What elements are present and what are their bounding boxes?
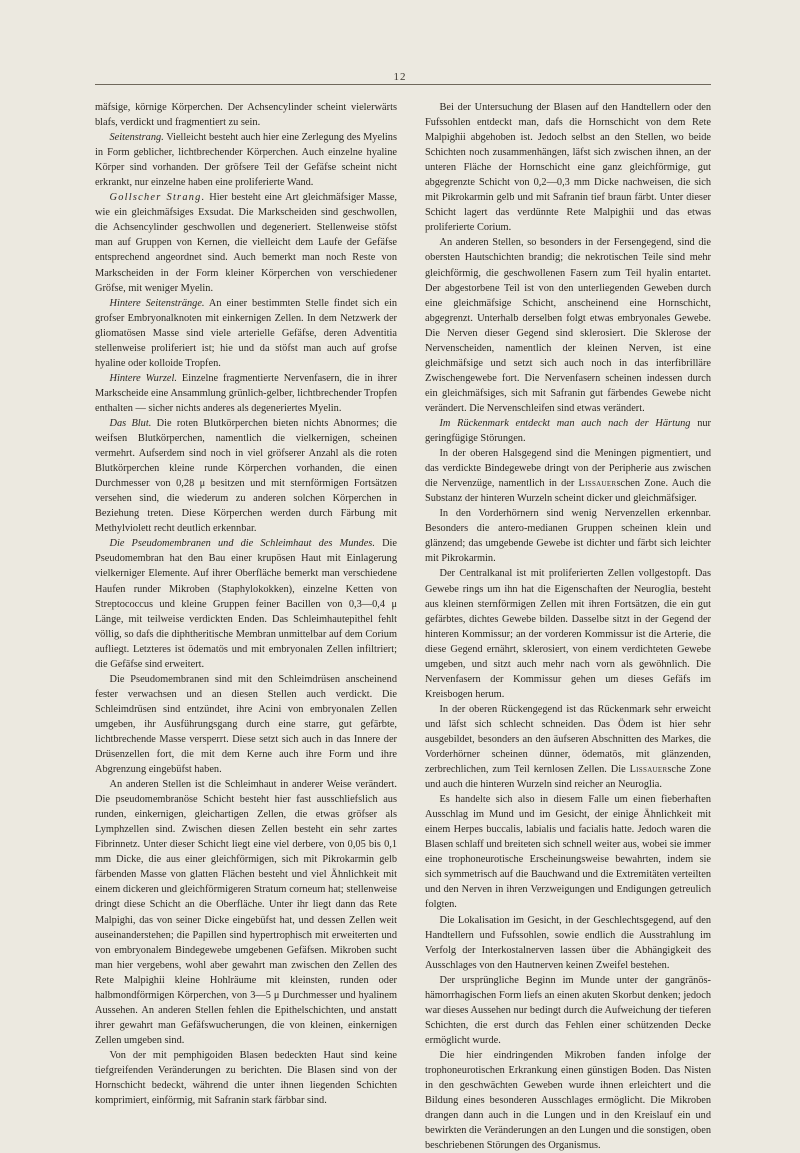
small-caps-name: Lissauer <box>578 478 617 490</box>
paragraph-text: In den Vorderhörnern sind wenig Nervenzellen erkennbar. Besonders die antero-medianen Gruppen scheinen klein und glänzend; das umgebende Gewebe ist dichter und färbt sich leichter mit Pikrokarmin. <box>425 508 711 565</box>
paragraph <box>95 296 397 371</box>
paragraph <box>425 100 711 235</box>
section-heading: Hintere Seitenstränge. <box>109 297 205 309</box>
section-heading: Im Rückenmark entdeckt man auch nach der Härtung <box>439 417 691 429</box>
paragraph <box>425 973 711 1048</box>
paragraph <box>425 446 711 506</box>
paragraph-text: In der oberen Halsgegend sind die Meningen pigmentiert, und das verdickte Bindegewebe dringt von der Peripherie aus zwischen die Nervenzüge, namentlich in der Lissauerschen Zone. Auch die Substanz der hinteren Wurzeln scheint dicker und gleichmäfsiger. <box>425 448 711 505</box>
header-rule <box>95 84 711 85</box>
left-column <box>95 100 397 1108</box>
paragraph <box>425 416 711 446</box>
section-heading: Seitenstrang. <box>109 132 164 144</box>
paragraph <box>95 1048 397 1108</box>
paragraph-text: An anderen Stellen ist die Schleimhaut in anderer Weise verändert. Die pseudomembranöse Schicht besteht hier fast ausschliefslich aus runden, einkernigen, gleichartigen Zellen, die etwas gröfser als Lymphzellen sind. Zwischen diesen Zellen besteht ein sehr zartes Fibrinnetz. Unter dieser Schicht liegt eine viel derbere, von 0,05 bis 0,1 mm Dicke, die aus einer gleichförmigen, sich mit Pikrokarmin gelb färbenden Masse von glatten Flächen besteht und viel Ähnlichkeit mit einem dickeren und gleichförmigeren Stratum corneum hat; stellenweise dringt diese Schicht an die Oberfläche. Unter ihr liegt dann das Rete Malpighi, das von seiner Dicke eingebüfst hat, und dessen Zellen weit auseinanderstehen; die Papillen sind hypertrophisch mit erweiterten und von embryonalem Bindegewebe umgebenen Gefäfsen. Mikroben sucht man hier vergebens, wohl aber gewahrt man zwischen den Zellen des Rete Malpighii kleine Hohlräume mit kleinsten, runden oder halbmondförmigen Körperchen, von 3—5 μ Durchmesser und hyalinem Aussehen. An anderen Stellen fehlen die Epithelschichten, und anstatt ihrer gewahrt man Gefäfswucherungen, die von kleinen, einkernigen Zellen umgeben sind. <box>95 779 397 1046</box>
right-column <box>425 100 711 1153</box>
paragraph-text: Die roten Blutkörperchen bieten nichts Abnormes; die weifsen Blutkörperchen, namentlich die vielkernigen, scheinen vermehrt. Aufserdem sind noch in viel gröfserer Anzahl als die roten Blutkörperchen kleine runde Körperchen vorhanden, die einen Durchmesser von 0,28 μ besitzen und mit sternförmigen Fortsätzen versehen sind, die wiederum zu anderen solchen Körperchen in Beziehung treten. Diese Körperchen werden durch Färbung mit Methylviolett recht deutlich erkennbar. <box>95 417 398 535</box>
paragraph <box>95 777 397 1048</box>
paragraph-text: Bei der Untersuchung der Blasen auf den Handtellern oder den Fufssohlen entdeckt man, dafs die Hornschicht von dem Rete Malpighii abgehoben ist. Jedoch selbst an den Stellen, wo beide Schichten noch zusammenhängen, läfst sich zwischen ihnen, an der unteren Fläche der Hornschicht eine ganz gleichförmige, gut abgegrenzte Schicht von 0,2—0,3 mm Dicke nachweisen, die sich mit Pikrokarmin gelb und mit Safranin tief braun färbt. Unter dieser Schicht lagert das verdünnte Rete Malpighii und das etwas proliferierte Corium. <box>425 102 711 234</box>
page-number: 12 <box>393 71 407 83</box>
paragraph <box>95 672 397 777</box>
paragraph-text: Von der mit pemphigoiden Blasen bedeckten Haut sind keine tiefgreifenden Veränderungen zu berichten. Die Blasen sind von der Hornschicht bedeckt, während die unter ihnen liegenden Schichten komprimiert, einförmig, mit Safranin stark färbbar sind. <box>95 1049 397 1107</box>
paragraph-text: Einzelne fragmentierte Nervenfasern, die in ihrer Markscheide eine Ansammlung grünlich-gelber, lichtbrechender Tropfen enthalten — sicher nichts anderes als degeneriertes Myelin. <box>95 372 398 414</box>
paragraph-text: Die hier eindringenden Mikroben fanden infolge der trophoneurotischen Erkrankung einen günstigen Boden. Das Nisten in den geschwächten Geweben wurde ihnen erleichtert und die Bildung eines besonderen Ausschlages ermöglicht. Die Mikroben drangen dann auch in die Lungen und in den Kreislauf ein und bewirkten die Veränderungen an den Lungen und die sonstigen, oben beschriebenen Störungen des Organismus. <box>425 1049 711 1152</box>
paragraph-text: Die Lokalisation im Gesicht, in der Geschlechtsgegend, auf den Handtellern und Fufssohlen, sowie endlich die Ausstrahlung im Verfolg der Interkostalnerven lassen über die Abhängigkeit des Ausschlages von den Hautnerven keinen Zweifel bestehen. <box>425 914 711 971</box>
paragraph <box>95 371 397 416</box>
paragraph-text: Der Centralkanal ist mit proliferierten Zellen vollgestopft. Das Gewebe rings um ihn hat die Eigenschaften der Neuroglia, besteht aus kleinen sternförmigen Zellen mit ihren Fortsätzen, die ein gut gefärbtes, dichtes Gewebe bilden. Dasselbe sitzt in der Gegend der hinteren Kommissur; an der vorderen Kommissur ist die Arterie, die diese Gegend ernährt, sklerosiert, von einem verdichteten Gewebe umgeben, und sitzt auch mehr nach vorn als gewöhnlich. Die Nervenfasern der Kommissur gehen um dieses Gefäfs im Kreisbogen herum. <box>425 568 711 700</box>
section-heading: Das Blut. <box>109 417 152 429</box>
paragraph-text: Die Pseudomembran hat den Bau einer krupösen Haut mit Einlagerung vielkerniger Elemente. Auf ihrer Oberfläche bemerkt man verschiedene Haufen runder Mikroben (Staphylokokken), einzelne Ketten von Streptococcus und kleine Gruppen feiner Bacillen von 0,3—0,4 μ Länge, mit teilweise verdickten Enden. Das Schleimhautepithel fehlt völlig, so dafs die diphtheritische Membran unmittelbar auf dem Corium aufliegt. Letzteres ist ödematös und mit embryonalen Zellen infiltriert; die Gefäfse sind erweitert. <box>95 538 397 670</box>
paragraph <box>425 792 711 912</box>
paragraph <box>425 702 711 792</box>
paragraph <box>95 190 397 295</box>
small-caps-name: Lissauer <box>629 764 668 776</box>
paragraph <box>95 130 397 190</box>
section-heading: Die Pseudomembranen und die Schleimhaut des Mundes. <box>109 538 375 550</box>
section-heading: Gollscher Strang. <box>109 192 206 204</box>
paragraph-text: Es handelte sich also in diesem Falle um einen fieberhaften Ausschlag im Mund und im Gesicht, der einige Ähnlichkeit mit einem Herpes buccalis, labialis und facialis hatte. Jedoch waren die Blasen schlaff und breiteten sich schnell weiter aus, wobei sie immer eine trophoneurotische Erscheinungsweise bewahrten, indem sie sich symmetrisch auf die Bauchwand und die Extremitäten verteilten und den Nerven in ihren Verzweigungen und Endigungen getreulich folgten. <box>425 794 711 911</box>
paragraph <box>425 1048 711 1153</box>
paragraph <box>425 235 711 416</box>
paragraph-text: Hier besteht eine Art gleichmäfsiger Masse, wie ein gleichmäfsiges Exsudat. Die Markscheiden sind geschwollen, die Achsencylinder geschwollen und degeneriert. Stellenweise stöfst man auf Gruppen von Kernen, die vielleicht dem Laufe der Gefäfse entsprechend angeordnet sind. Auch bemerkt man noch Reste von Markscheiden in der Form kleiner Körperchen von verschiedener Gröfse, mit weniger Myelin. <box>95 192 398 294</box>
paragraph-text: Die Pseudomembranen sind mit den Schleimdrüsen anscheinend fester verwachsen und an diesen Stellen auch verdickt. Die Schleimdrüsen sind entzündet, ihre Acini von embryonalen Zellen umgeben, ihr Ausführungsgang durch eine starre, gut gefärbte, lichtbrechende Masse versperrt. Diese setzt sich auch in das Innere der Drüsenzellen fort, die mit dem Kerne auch ihre Form und ihre Abgrenzung eingebüfst haben. <box>95 673 397 776</box>
paragraph-text: nur geringfügige Störungen. <box>425 417 711 445</box>
paragraph-text: Vielleicht besteht auch hier eine Zerlegung des Myelins in Form geblicher, lichtbrechender Körperchen. Auch einzelne hyaline Körper sind vorhanden. Der gröfsere Teil der Gefäfse scheint nicht erkrankt, nur einzelne haben eine proliferierte Wand. <box>95 132 397 189</box>
paragraph <box>425 506 711 566</box>
section-heading: Hintere Wurzel. <box>109 372 177 384</box>
paragraph <box>95 100 397 130</box>
paragraph-text: Der ursprüngliche Beginn im Munde unter der gangränös-hämorrhagischen Form liefs an einen akuten Skorbut denken; jedoch war dieses Aussehen nur bedingt durch die Aufweichung der tieferen Schichten, die erst durch das Fehlen einer schützenden Decke ermöglicht wurde. <box>425 974 711 1046</box>
paragraph-text: An einer bestimmten Stelle findet sich ein grofser Embryonalknoten mit einkernigen Zellen. In dem Netzwerk der gliomatösen Masse sind viele arterielle Gefäfse, deren Adventitia stellenweise proliferiert ist; hie und da stöfst man auch auf grofse hyaline oder kolloide Tropfen. <box>95 297 397 369</box>
paragraph-text: mäfsige, körnige Körperchen. Der Achsencylinder scheint vielerwärts blafs, verdickt und fragmentiert zu sein. <box>95 102 397 129</box>
paragraph <box>425 913 711 973</box>
paragraph <box>425 566 711 701</box>
paragraph-text: An anderen Stellen, so besonders in der Fersengegend, sind die obersten Hautschichten brandig; die nekrotischen Teile sind mehr gleichförmig, die geschwollenen Fasern zum Teil hyalin entartet. Der abgestorbene Teil ist von den unterliegenden Geweben durch eine gleichmäfsige Schicht, anscheinend eine Hornschicht, abgegrenzt. Unterhalb derselben folgt etwas embryonales Gewebe. Die Nerven dieser Gegend sind sklerosiert. Die Sklerose der Nervenscheiden, namentlich der kleinen Nerven, ist eine gleichmäfsige und setzt sich auch noch in das interfibrilläre Zwischengewebe fort. Die Nervenfasern scheinen indessen durch ein gleichmäfsiges, sich mit Safranin gut färbendes Gewebe nicht verändert. Die Nervenschleifen sind etwas verändert. <box>425 237 711 414</box>
paragraph <box>95 416 397 536</box>
paragraph-text: In der oberen Rückengegend ist das Rückenmark sehr erweicht und läfst sich schlecht schneiden. Das Ödem ist hier sehr ausgebildet, besonders an den äufseren Abschnitten des Markes, die Vorderhörner scheinen dünner, ödematös, mit glänzenden, zerbrechlichen, zum Teil kernlosen Zellen. Die Lissauersche Zone und auch die hinteren Wurzeln sind reicher an Neuroglia. <box>425 703 711 791</box>
paragraph <box>95 536 397 671</box>
